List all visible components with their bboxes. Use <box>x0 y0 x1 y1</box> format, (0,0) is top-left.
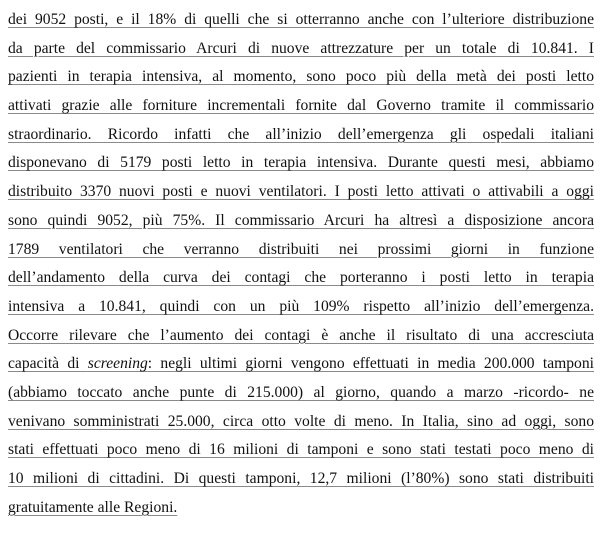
text-line: 10 milioni di cittadini. Di questi tamponi, 12,7 milioni (l’80%) sono stati distribuiti <box>8 470 594 487</box>
text-line: pazienti in terapia intensiva, al momento, sono poco più della metà dei posti letto <box>8 68 594 86</box>
text-line: straordinario. Ricordo infatti che all’inizio dell’emergenza gli ospedali italiani <box>8 125 594 143</box>
text-line: (abbiamo toccato anche punte di 215.000) al giorno, quando a marzo -ricordo- ne <box>8 383 594 401</box>
text-line: 1789 ventilatori che verranno distribuiti nei prossimi giorni in funzione <box>8 240 594 258</box>
text-line: dei 9052 posti, e il 18% di quelli che si otterranno anche con l’ulteriore distribuzione <box>8 11 594 28</box>
italic-term: screening <box>87 355 148 373</box>
body-text <box>8 6 594 522</box>
text-segment: : negli ultimi giorni vengono effettuati in media 200.000 tamponi <box>147 355 594 373</box>
text-line: stati effettuati poco meno di 16 milioni di tamponi e sono stati testati poco meno di <box>8 441 594 459</box>
text-line: da parte del commissario Arcuri di nuove attrezzature per un totale di 10.841. I <box>8 39 594 57</box>
text-line-with-italic <box>8 350 594 379</box>
text-line: dell’andamento della curva dei contagi che porteranno i posti letto in terapia <box>8 269 594 287</box>
text-line: venivano somministrati 25.000, circa otto volte di meno. In Italia, sino ad oggi, sono <box>8 412 594 430</box>
text-line: distribuito 3370 nuovi posti e nuovi ventilatori. I posti letto attivati o attivabili a oggi <box>8 183 594 201</box>
text-line: sono quindi 9052, più 75%. Il commissario Arcuri ha altresì a disposizione ancora <box>8 211 594 229</box>
text-line: intensiva a 10.841, quindi con un più 109% rispetto all’inizio dell’emergenza. <box>8 297 594 315</box>
text-line: attivati grazie alle forniture incrementali fornite dal Governo tramite il commissario <box>8 97 594 115</box>
text-line: disponevano di 5179 posti letto in terapia intensiva. Durante questi mesi, abbiamo <box>8 154 594 172</box>
text-line: Occorre rilevare che l’aumento dei contagi è anche il risultato di una accresciuta <box>8 326 594 344</box>
text-line: gratuitamente alle Regioni. <box>8 498 178 516</box>
text-segment: capacità di <box>8 355 88 373</box>
